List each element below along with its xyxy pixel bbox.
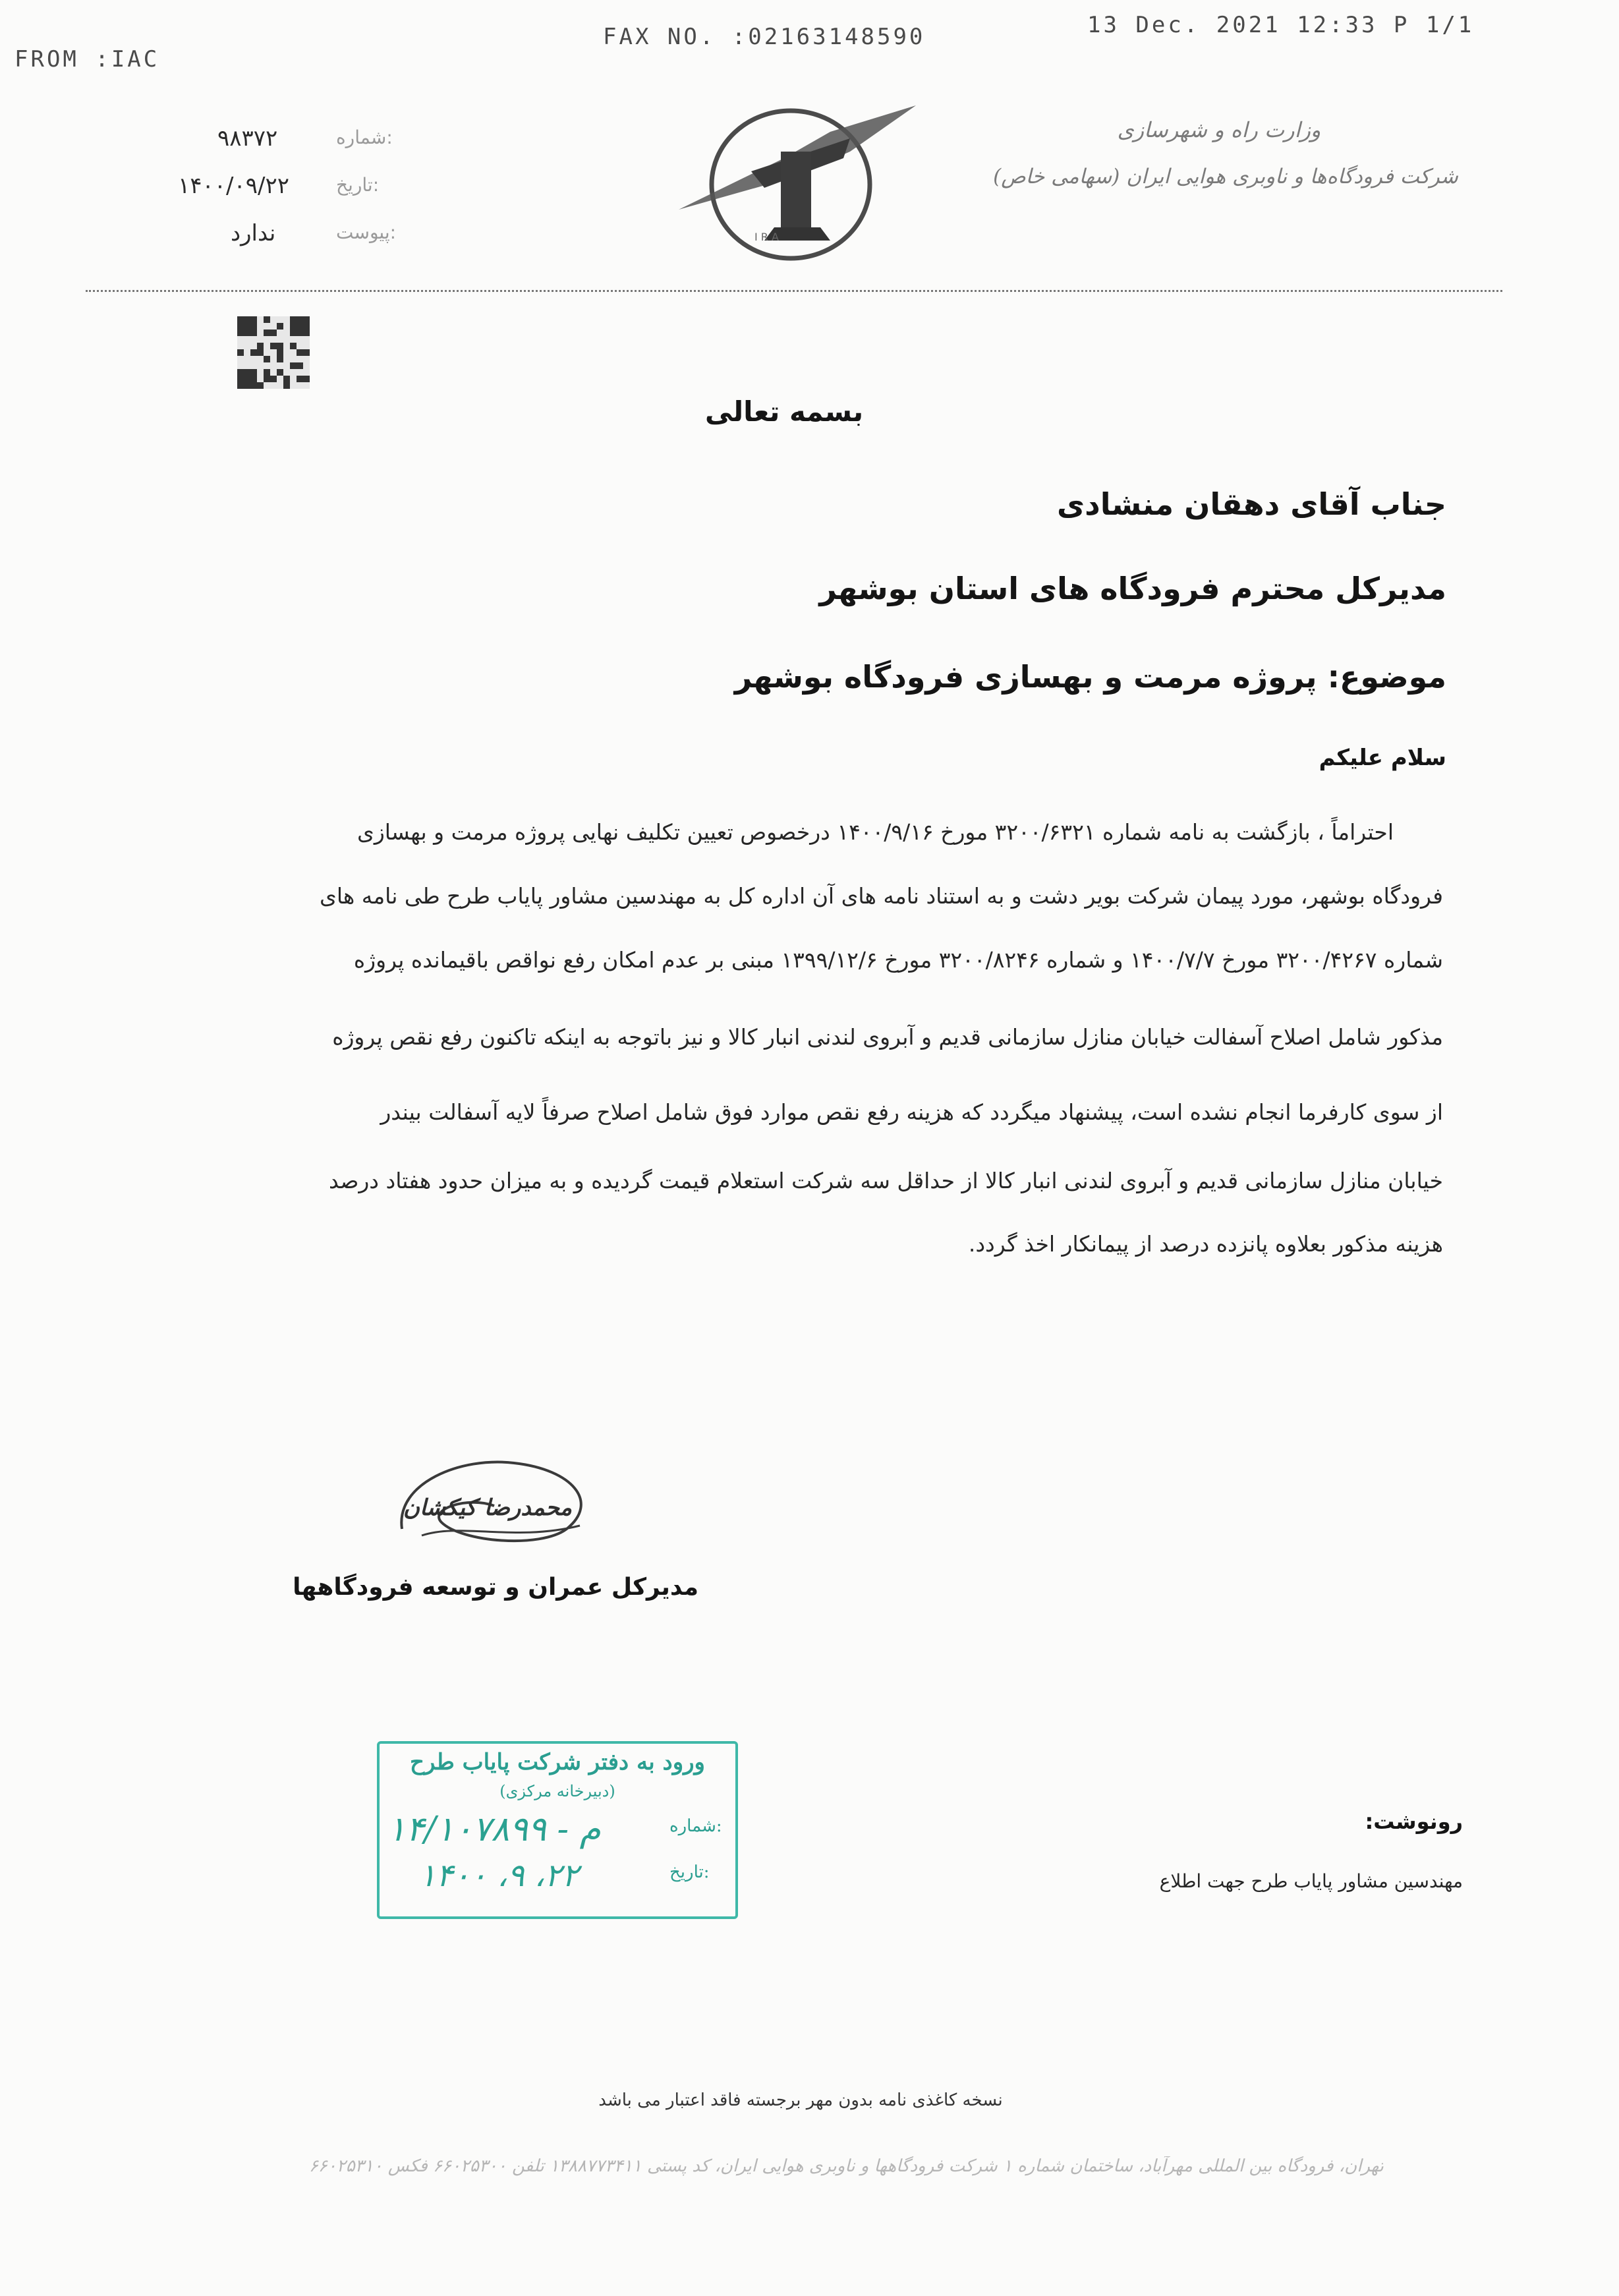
letter-attachment: ندارد (231, 220, 276, 246)
greeting: سلام علیکم (1319, 745, 1446, 771)
header-divider (86, 290, 1502, 292)
recipient-title: مدیرکل محترم فرودگاه های استان بوشهر (819, 571, 1446, 606)
body-line-4: مذکور شامل اصلاح آسفالت خیابان منازل سازمانی قدیم و آبروی لندنی انبار کالا و نیز باتوجه به اینکه تاکنون رفع نقص پروژه (332, 1024, 1443, 1050)
qr-code-icon (237, 316, 310, 389)
body-line-1: احتراماً ، بازگشت به نامه شماره ۳۲۰۰/۶۳۲۱ مورخ ۱۴۰۰/۹/۱۶ درخصوص تعیین تکلیف نهایی پروژه مرمت و بهسازی (357, 819, 1394, 845)
body-line-2: فرودگاه بوشهر، مورد پیمان شرکت بویر دشت و به استناد نامه های آن اداره کل به مهندسین مشاور پایاب طرح طی نامه های (320, 883, 1443, 909)
letter-number-label: شماره: (336, 127, 393, 148)
footer-address: تهران، فرودگاه بین المللی مهرآباد، ساختمان شماره ۱ شرکت فرودگاهها و ناوبری هوایی ایران، کد پستی ۱۳۸۸۷۷۳۴۱۱ تلفن ۶۶۰۲۵۳۰۰ فکس ۶۶۰۲۵۳۱۰ (308, 2156, 1384, 2176)
body-line-7: هزینه مذکور بعلاوه پانزده درصد از پیمانکار اخذ گردد. (968, 1231, 1443, 1257)
basmala: بسمه تعالی (704, 395, 864, 428)
letter-date: ۱۴۰۰/۰۹/۲۲ (178, 173, 290, 199)
stamp-number-value: ۱۴/م - ۱۰۷۸۹۹ (387, 1810, 601, 1849)
signer-title: مدیرکل عمران و توسعه فرودگاهها (293, 1574, 698, 1601)
body-line-5: از سوی کارفرما انجام نشده است، پیشنهاد میگردد که هزینه رفع نقص موارد فوق شامل اصلاح صرفاً لایه آسفالت بیندر (380, 1099, 1443, 1125)
letter-attachment-label: پیوست: (336, 221, 397, 243)
cc-label: رونوشت: (1365, 1809, 1463, 1834)
footer-note: نسخه کاغذی نامه بدون مهر برجسته فاقد اعتبار می باشد (598, 2090, 1003, 2110)
letter-date-label: تاریخ: (336, 174, 380, 196)
svg-text:I R A: I R A (754, 231, 779, 243)
received-stamp (377, 1741, 738, 1919)
ministry-name: وزارت راه و شهرسازی (1117, 117, 1321, 142)
company-name: شرکت فرودگاه‌ها و ناوبری هوایی ایران (سهامی خاص) (993, 165, 1458, 188)
stamp-date-label: تاریخ: (669, 1862, 710, 1882)
stamp-number-label: شماره: (669, 1816, 722, 1836)
fax-from: FROM :IAC (14, 46, 160, 72)
stamp-date-value: ۱۴۰۰ ،۹ ،۲۲ (419, 1857, 579, 1894)
signer-name: محمدرضا کیکشان (403, 1495, 573, 1521)
airport-company-logo-icon (652, 92, 929, 264)
body-line-6: خیابان منازل سازمانی قدیم و آبروی لندنی انبار کالا از حداقل سه شرکت استعلام قیمت گردیده و به میزان حدود هفتاد درصد (329, 1168, 1443, 1193)
recipient-name: جناب آقای دهقان منشادی (1056, 486, 1446, 522)
cc-item: مهندسین مشاور پایاب طرح جهت اطلاع (1159, 1870, 1463, 1892)
fax-number: FAX NO. :02163148590 (603, 24, 926, 50)
body-line-3: شماره ۳۲۰۰/۴۲۶۷ مورخ ۱۴۰۰/۷/۷ و شماره ۳۲۰۰/۸۲۴۶ مورخ ۱۳۹۹/۱۲/۶ مبنی بر عدم امکان رفع نواقص باقیمانده پروژه (353, 947, 1443, 973)
letter-number: ۹۸۳۷۲ (217, 125, 278, 152)
stamp-subtitle: (دبیرخانه مرکزی) (499, 1782, 615, 1800)
fax-datetime: 13 Dec. 2021 12:33 P 1/1 (1087, 12, 1475, 38)
letter-subject: موضوع: پروژه مرمت و بهسازی فرودگاه بوشهر (734, 659, 1446, 695)
stamp-title: ورود به دفتر شرکت پایاب طرح (410, 1749, 705, 1775)
